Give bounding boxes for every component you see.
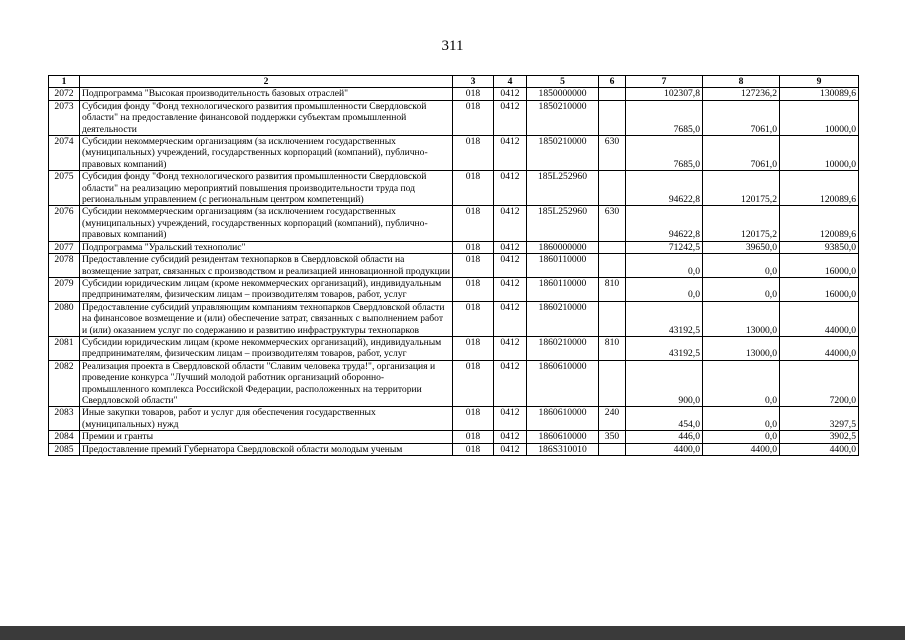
column-header: 1	[49, 76, 80, 88]
row-value-8: 0,0	[703, 277, 780, 301]
row-number: 2082	[49, 360, 80, 407]
table-row	[49, 171, 859, 206]
row-code-3: 018	[453, 171, 494, 206]
row-code-5: 1850210000	[527, 136, 599, 171]
row-number: 2077	[49, 241, 80, 253]
row-value-8: 7061,0	[703, 136, 780, 171]
table-row	[49, 241, 859, 253]
table-row	[49, 443, 859, 455]
row-code-3: 018	[453, 336, 494, 360]
row-code-6	[599, 254, 626, 278]
row-value-7: 7685,0	[626, 136, 703, 171]
row-code-3: 018	[453, 301, 494, 336]
row-value-8: 0,0	[703, 360, 780, 407]
row-code-5: 1860000000	[527, 241, 599, 253]
row-code-5: 1860610000	[527, 407, 599, 431]
row-number: 2073	[49, 100, 80, 135]
row-code-4: 0412	[494, 336, 527, 360]
row-code-5: 186S310010	[527, 443, 599, 455]
row-code-4: 0412	[494, 171, 527, 206]
row-code-4: 0412	[494, 241, 527, 253]
row-number: 2084	[49, 431, 80, 443]
row-value-9: 3297,5	[780, 407, 859, 431]
table-row	[49, 136, 859, 171]
row-value-7: 43192,5	[626, 301, 703, 336]
row-code-4: 0412	[494, 100, 527, 135]
row-name: Субсидия фонду "Фонд технологического развития промышленности Свердловской области" на реализацию мероприятий повышения производительности труда под региональным управлением (с региональным центром компетенций)	[80, 171, 453, 206]
table-row	[49, 206, 859, 241]
row-code-4: 0412	[494, 206, 527, 241]
row-value-8: 13000,0	[703, 336, 780, 360]
table-row	[49, 336, 859, 360]
row-code-3: 018	[453, 254, 494, 278]
row-code-5: 1860110000	[527, 254, 599, 278]
row-value-7: 900,0	[626, 360, 703, 407]
row-code-4: 0412	[494, 407, 527, 431]
row-value-8: 7061,0	[703, 100, 780, 135]
row-value-8: 0,0	[703, 254, 780, 278]
table-row	[49, 407, 859, 431]
row-code-4: 0412	[494, 443, 527, 455]
row-value-7: 454,0	[626, 407, 703, 431]
row-code-3: 018	[453, 241, 494, 253]
row-code-5: 1860210000	[527, 301, 599, 336]
row-value-7: 43192,5	[626, 336, 703, 360]
row-value-9: 16000,0	[780, 254, 859, 278]
row-code-6: 810	[599, 336, 626, 360]
column-header: 9	[780, 76, 859, 88]
column-header: 8	[703, 76, 780, 88]
row-value-8: 0,0	[703, 407, 780, 431]
column-header: 3	[453, 76, 494, 88]
row-value-7: 94622,8	[626, 206, 703, 241]
column-header: 4	[494, 76, 527, 88]
row-code-3: 018	[453, 88, 494, 100]
table-row	[49, 254, 859, 278]
row-value-9: 120089,6	[780, 171, 859, 206]
row-value-8: 127236,2	[703, 88, 780, 100]
row-value-8: 120175,2	[703, 206, 780, 241]
column-header: 5	[527, 76, 599, 88]
row-value-7: 7685,0	[626, 100, 703, 135]
row-number: 2079	[49, 277, 80, 301]
row-code-3: 018	[453, 136, 494, 171]
row-value-7: 0,0	[626, 277, 703, 301]
row-value-9: 16000,0	[780, 277, 859, 301]
row-number: 2075	[49, 171, 80, 206]
row-value-7: 94622,8	[626, 171, 703, 206]
row-value-9: 3902,5	[780, 431, 859, 443]
row-value-9: 120089,6	[780, 206, 859, 241]
row-value-7: 71242,5	[626, 241, 703, 253]
row-code-5: 1850000000	[527, 88, 599, 100]
row-name: Подпрограмма "Уральский технополис"	[80, 241, 453, 253]
row-code-5: 185L252960	[527, 171, 599, 206]
row-name: Предоставление субсидий управляющим компаниям технопарков Свердловской области на финансовое возмещение и (или) обеспечение затрат, связанных с выполнением работ и (или) оказанием услуг по содержанию и развитию инфраструктуры технопарков	[80, 301, 453, 336]
row-code-3: 018	[453, 443, 494, 455]
row-value-9: 93850,0	[780, 241, 859, 253]
row-number: 2081	[49, 336, 80, 360]
row-value-7: 4400,0	[626, 443, 703, 455]
row-value-9: 7200,0	[780, 360, 859, 407]
row-code-6: 240	[599, 407, 626, 431]
row-name: Иные закупки товаров, работ и услуг для обеспечения государственных (муниципальных) нужд	[80, 407, 453, 431]
row-code-6: 630	[599, 136, 626, 171]
row-code-6	[599, 241, 626, 253]
row-code-5: 1850210000	[527, 100, 599, 135]
row-number: 2085	[49, 443, 80, 455]
row-name: Предоставление премий Губернатора Свердловской области молодым ученым	[80, 443, 453, 455]
row-code-6	[599, 171, 626, 206]
column-header: 7	[626, 76, 703, 88]
row-code-4: 0412	[494, 88, 527, 100]
row-code-4: 0412	[494, 136, 527, 171]
row-number: 2078	[49, 254, 80, 278]
row-value-9: 10000,0	[780, 100, 859, 135]
row-code-4: 0412	[494, 254, 527, 278]
row-code-3: 018	[453, 431, 494, 443]
table-row	[49, 88, 859, 100]
table-header-row	[49, 76, 859, 88]
row-code-3: 018	[453, 206, 494, 241]
row-code-6: 350	[599, 431, 626, 443]
row-value-9: 44000,0	[780, 336, 859, 360]
table-row	[49, 277, 859, 301]
row-code-5: 185L252960	[527, 206, 599, 241]
row-code-5: 1860210000	[527, 336, 599, 360]
row-value-7: 102307,8	[626, 88, 703, 100]
row-value-7: 0,0	[626, 254, 703, 278]
row-value-8: 13000,0	[703, 301, 780, 336]
row-code-6	[599, 88, 626, 100]
column-header: 6	[599, 76, 626, 88]
row-name: Субсидия фонду "Фонд технологического развития промышленности Свердловской области" на предоставление финансовой поддержки субъектам промышленной деятельности	[80, 100, 453, 135]
row-number: 2080	[49, 301, 80, 336]
row-code-6	[599, 443, 626, 455]
row-value-8: 4400,0	[703, 443, 780, 455]
row-code-4: 0412	[494, 431, 527, 443]
row-code-3: 018	[453, 100, 494, 135]
row-code-6	[599, 301, 626, 336]
row-code-5: 1860610000	[527, 431, 599, 443]
row-number: 2076	[49, 206, 80, 241]
row-value-9: 44000,0	[780, 301, 859, 336]
row-code-6	[599, 360, 626, 407]
row-value-8: 120175,2	[703, 171, 780, 206]
row-code-4: 0412	[494, 360, 527, 407]
budget-table	[48, 75, 859, 456]
table-row	[49, 100, 859, 135]
row-code-3: 018	[453, 277, 494, 301]
row-code-4: 0412	[494, 277, 527, 301]
row-value-7: 446,0	[626, 431, 703, 443]
row-code-3: 018	[453, 407, 494, 431]
table-row	[49, 431, 859, 443]
row-number: 2083	[49, 407, 80, 431]
page-number: 311	[441, 38, 464, 54]
row-value-8: 0,0	[703, 431, 780, 443]
scan-bottom-edge	[0, 626, 905, 640]
row-name: Субсидии некоммерческим организациям (за исключением государственных (муниципальных) учреждений, государственных корпораций (компаний), публично-правовых компаний)	[80, 206, 453, 241]
row-code-3: 018	[453, 360, 494, 407]
column-header: 2	[80, 76, 453, 88]
row-value-9: 4400,0	[780, 443, 859, 455]
row-name: Премии и гранты	[80, 431, 453, 443]
row-code-5: 1860610000	[527, 360, 599, 407]
row-value-9: 130089,6	[780, 88, 859, 100]
row-name: Субсидии юридическим лицам (кроме некоммерческих организаций), индивидуальным предпринимателям, физическим лицам – производителям товаров, работ, услуг	[80, 336, 453, 360]
row-number: 2074	[49, 136, 80, 171]
table-row	[49, 301, 859, 336]
row-value-8: 39650,0	[703, 241, 780, 253]
row-name: Предоставление субсидий резидентам технопарков в Свердловской области на возмещение затрат, связанных с производством и реализацией инновационной продукции	[80, 254, 453, 278]
row-number: 2072	[49, 88, 80, 100]
row-value-9: 10000,0	[780, 136, 859, 171]
row-code-6: 810	[599, 277, 626, 301]
row-code-6	[599, 100, 626, 135]
row-name: Субсидии юридическим лицам (кроме некоммерческих организаций), индивидуальным предпринимателям, физическим лицам – производителям товаров, работ, услуг	[80, 277, 453, 301]
table-row	[49, 360, 859, 407]
row-name: Подпрограмма "Высокая производительность базовых отраслей"	[80, 88, 453, 100]
row-name: Субсидии некоммерческим организациям (за исключением государственных (муниципальных) учреждений, государственных корпораций (компаний), публично-правовых компаний)	[80, 136, 453, 171]
row-code-4: 0412	[494, 301, 527, 336]
row-code-5: 1860110000	[527, 277, 599, 301]
row-code-6: 630	[599, 206, 626, 241]
row-name: Реализация проекта в Свердловской области "Славим человека труда!", организация и проведение конкурса "Лучший молодой работник организаций оборонно-промышленного комплекса Российской Федерации, расположенных на территории Свердловской области"	[80, 360, 453, 407]
